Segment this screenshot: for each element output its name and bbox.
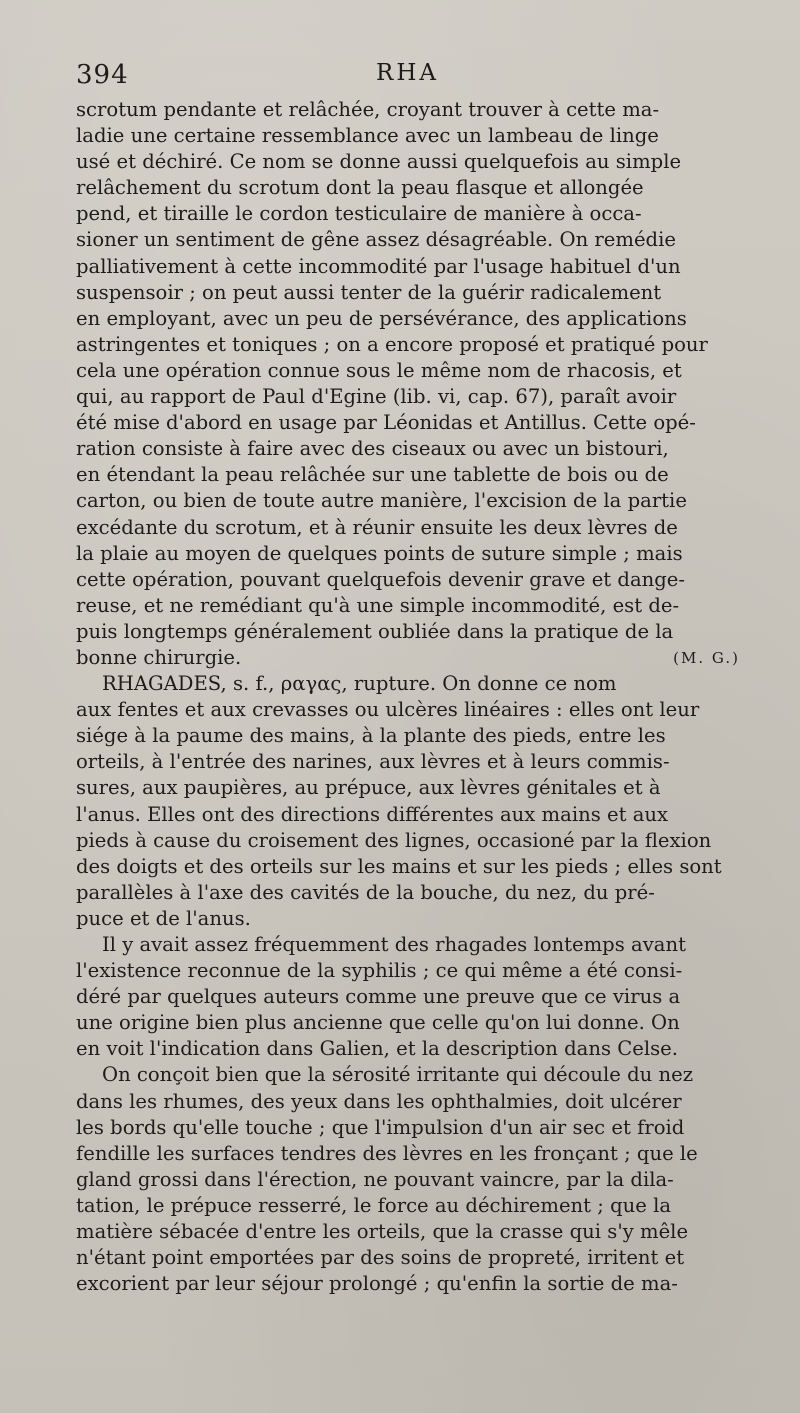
text-line: pieds à cause du croisement des lignes, occasioné par la flexion xyxy=(76,828,712,852)
text-line: astringentes et toniques ; on a encore proposé et pratiqué pour xyxy=(76,332,708,356)
text-line: bonne chirurgie. xyxy=(76,645,242,669)
text-line: puis longtemps généralement oubliée dans la pratique de la xyxy=(76,619,674,643)
text-line: dans les rhumes, des yeux dans les ophthalmies, doit ulcérer xyxy=(76,1089,682,1113)
text-line: ration consiste à faire avec des ciseaux ou avec un bistouri, xyxy=(76,437,669,461)
author-signature: (M. G.) xyxy=(673,648,740,667)
text-line: usé et déchiré. Ce nom se donne aussi quelquefois au simple xyxy=(76,150,682,174)
paragraph-start-line: Il y avait assez fréquemment des rhagades lontemps avant xyxy=(102,933,686,956)
body-text xyxy=(76,97,740,1297)
text-line: sioner un sentiment de gêne assez désagréable. On remédie xyxy=(76,228,676,252)
text-line: excorient par leur séjour prolongé ; qu'enfin la sortie de ma- xyxy=(76,1272,678,1296)
text-line: fendille les surfaces tendres des lèvres en les fronçant ; que le xyxy=(76,1141,698,1165)
text-line: sures, aux paupières, au prépuce, aux lèvres génitales et à xyxy=(76,776,661,800)
text-line: parallèles à l'axe des cavités de la bouche, du nez, du pré- xyxy=(76,880,655,904)
text-line: siége à la paume des mains, à la plante des pieds, entre les xyxy=(76,724,666,748)
text-line: aux fentes et aux crevasses ou ulcères linéaires : elles ont leur xyxy=(76,698,700,722)
text-line: relâchement du scrotum dont la peau flasque et allongée xyxy=(76,176,644,200)
entry-headword-line: RHAGADES, s. f., ραγας, rupture. On donne ce nom xyxy=(102,672,617,696)
text-line: en employant, avec un peu de persévérance, des applications xyxy=(76,306,687,330)
text-line: la plaie au moyen de quelques points de suture simple ; mais xyxy=(76,541,683,565)
text-line: cela une opération connue sous le même nom de rhacosis, et xyxy=(76,358,682,382)
text-line: puce et de l'anus. xyxy=(76,906,251,930)
text-line: en étendant la peau relâchée sur une tablette de bois ou de xyxy=(76,463,669,487)
text-line: reuse, et ne remédiant qu'à une simple incommodité, est de- xyxy=(76,593,680,617)
text-line: déré par quelques auteurs comme une preuve que ce virus a xyxy=(76,985,681,1009)
text-line: pend, et tiraille le cordon testiculaire de manière à occa- xyxy=(76,202,642,226)
text-line: l'existence reconnue de la syphilis ; ce qui même a été consi- xyxy=(76,959,683,983)
paragraph-start-line: On conçoit bien que la sérosité irritante qui découle du nez xyxy=(102,1063,694,1087)
text-line: suspensoir ; on peut aussi tenter de la guérir radicalement xyxy=(76,280,662,304)
running-head: RHA xyxy=(376,60,439,86)
text-line: palliativement à cette incommodité par l'usage habituel d'un xyxy=(76,254,681,278)
text-line: été mise d'abord en usage par Léonidas et Antillus. Cette opé- xyxy=(76,411,696,435)
text-line-with-signature xyxy=(76,645,740,671)
page-number: 394 xyxy=(76,60,129,90)
text-line: une origine bien plus ancienne que celle qu'on lui donne. On xyxy=(76,1011,680,1035)
text-line: en voit l'indication dans Galien, et la description dans Celse. xyxy=(76,1037,678,1061)
text-line: matière sébacée d'entre les orteils, que la crasse qui s'y mêle xyxy=(76,1220,689,1244)
text-line: l'anus. Elles ont des directions différentes aux mains et aux xyxy=(76,802,669,826)
text-line: carton, ou bien de toute autre manière, l'excision de la partie xyxy=(76,489,687,513)
text-line: orteils, à l'entrée des narines, aux lèvres et à leurs commis- xyxy=(76,750,670,774)
text-line: ladie une certaine ressemblance avec un lambeau de linge xyxy=(76,124,659,148)
text-line: qui, au rapport de Paul d'Egine (lib. vi, cap. 67), paraît avoir xyxy=(76,385,677,409)
text-line: n'étant point emportées par des soins de propreté, irritent et xyxy=(76,1246,685,1270)
text-line: excédante du scrotum, et à réunir ensuite les deux lèvres de xyxy=(76,515,678,539)
text-line: des doigts et des orteils sur les mains et sur les pieds ; elles sont xyxy=(76,854,722,878)
text-line: gland grossi dans l'érection, ne pouvant vaincre, par la dila- xyxy=(76,1167,674,1191)
page-header xyxy=(76,60,740,94)
text-line: tation, le prépuce resserré, le force au déchirement ; que la xyxy=(76,1193,672,1217)
text-line: scrotum pendante et relâchée, croyant trouver à cette ma- xyxy=(76,98,660,121)
text-line: cette opération, pouvant quelquefois devenir grave et dange- xyxy=(76,567,686,591)
text-line: les bords qu'elle touche ; que l'impulsion d'un air sec et froid xyxy=(76,1115,685,1139)
